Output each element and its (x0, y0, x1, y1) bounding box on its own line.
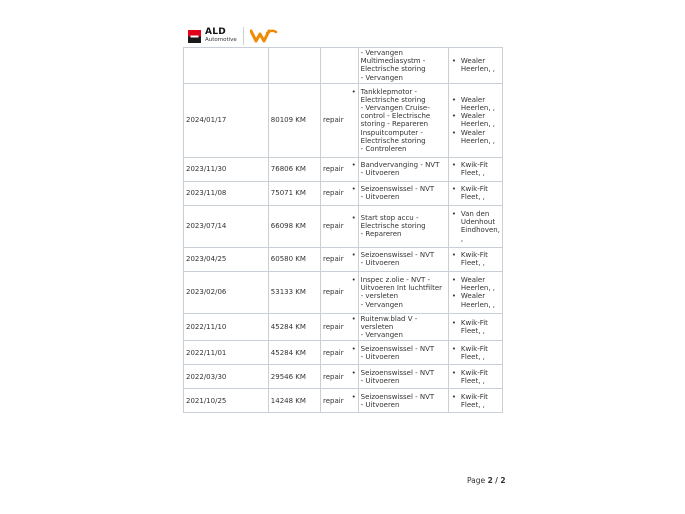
cell-mileage: 66098 KM (268, 205, 320, 247)
page-separator: / (495, 476, 498, 485)
cell-type: repair (321, 313, 359, 341)
operation-line: - Controleren (360, 144, 407, 153)
cell-mileage: 14248 KM (268, 389, 320, 413)
cell-mileage: 60580 KM (268, 247, 320, 271)
cell-operations (358, 271, 448, 313)
table-row (184, 181, 503, 205)
table-row (184, 205, 503, 247)
operation-line: - Uitvoeren (360, 376, 400, 385)
operation-line: • Seizoenswissel - NVT (361, 185, 446, 193)
brand-name: ALD (205, 27, 227, 38)
garage-item: • Kwik-Fit Fleet, , (451, 161, 500, 177)
cell-operations (358, 247, 448, 271)
operation-line: - Uitvoeren (360, 352, 400, 361)
garage-item: • Wealer Heerlen, , (451, 112, 500, 128)
cell-type: repair (321, 205, 359, 247)
cell-date (184, 48, 269, 84)
ald-automotive-logo (188, 28, 237, 44)
table-row (184, 48, 503, 84)
cell-date: 2023/07/14 (184, 205, 269, 247)
cell-date: 2024/01/17 (184, 83, 269, 157)
garage-item: • Kwik-Fit Fleet, , (451, 369, 500, 385)
cell-mileage: 76806 KM (268, 157, 320, 181)
operation-line: • Seizoenswissel - NVT (361, 251, 446, 259)
page-header (188, 26, 278, 46)
cell-date: 2023/04/25 (184, 247, 269, 271)
cell-mileage: 45284 KM (268, 313, 320, 341)
cell-garage (448, 341, 502, 365)
table-row (184, 247, 503, 271)
cell-type (321, 48, 359, 84)
cell-date: 2022/11/10 (184, 313, 269, 341)
cell-garage (448, 48, 502, 84)
operation-line: - Repareren (360, 230, 402, 239)
operation-line: • Seizoenswissel - NVT (361, 393, 446, 401)
garage-item: • Wealer Heerlen, , (451, 96, 500, 112)
operation-line: - Vervangen (360, 300, 403, 309)
cell-operations (358, 389, 448, 413)
cell-mileage: 80109 KM (268, 83, 320, 157)
cell-date: 2022/11/01 (184, 341, 269, 365)
table-row (184, 389, 503, 413)
cell-garage (448, 83, 502, 157)
operation-line: - Uitvoeren (360, 193, 400, 202)
cell-operations (358, 365, 448, 389)
garage-item: • Kwik-Fit Fleet, , (451, 393, 500, 409)
page-total: 2 (500, 476, 506, 485)
cell-type: repair (321, 83, 359, 157)
operation-line: - Uitvoeren (360, 169, 400, 178)
maintenance-history-table (183, 47, 503, 413)
garage-item: • Kwik-Fit Fleet, , (451, 345, 500, 361)
cell-mileage: 45284 KM (268, 341, 320, 365)
cell-date: 2022/03/30 (184, 365, 269, 389)
garage-item: • Kwik-Fit Fleet, , (451, 185, 500, 201)
cell-operations (358, 83, 448, 157)
cell-type: repair (321, 341, 359, 365)
cell-type: repair (321, 247, 359, 271)
cell-operations (358, 341, 448, 365)
operation-line: - Uitvoeren (360, 400, 400, 409)
brand-sub: Automotive (205, 37, 237, 44)
cell-type: repair (321, 365, 359, 389)
garage-item: • Wealer Heerlen, , (451, 129, 500, 145)
table-row (184, 157, 503, 181)
page-current: 2 (487, 476, 493, 485)
table-row (184, 83, 503, 157)
cell-garage (448, 157, 502, 181)
cell-garage (448, 365, 502, 389)
table-row (184, 365, 503, 389)
cell-date: 2023/02/06 (184, 271, 269, 313)
cell-operations (358, 48, 448, 84)
cell-garage (448, 271, 502, 313)
cell-operations (358, 205, 448, 247)
cell-garage (448, 181, 502, 205)
table-row (184, 313, 503, 341)
cell-operations (358, 157, 448, 181)
cell-date: 2021/10/25 (184, 389, 269, 413)
cell-date: 2023/11/30 (184, 157, 269, 181)
operation-line: - Vervangen Cruise-control - Electrische storing - Repareren Inspuitcomputer - Electrische storing (360, 103, 431, 145)
cell-garage (448, 205, 502, 247)
garage-item: • Kwik-Fit Fleet, , (451, 251, 500, 267)
operation-line: • Seizoenswissel - NVT (361, 345, 446, 353)
cell-mileage: 29546 KM (268, 365, 320, 389)
table-row (184, 271, 503, 313)
cell-operations (358, 181, 448, 205)
operation-line: • Tankklepmotor - Electrische storing (361, 88, 446, 104)
garage-item: • Wealer Heerlen, , (451, 292, 500, 308)
cell-operations (358, 313, 448, 341)
operation-line: - Vervangen (360, 73, 403, 82)
cell-type: repair (321, 389, 359, 413)
cell-type: repair (321, 271, 359, 313)
garage-item: • Wealer Heerlen, , (451, 276, 500, 292)
page-number: Page 2 / 2 (467, 476, 506, 485)
cell-garage (448, 389, 502, 413)
cell-mileage: 53133 KM (268, 271, 320, 313)
logo-separator (243, 27, 244, 45)
operation-line: • Bandvervanging - NVT (361, 161, 446, 169)
operation-line: • Inspec z.olie - NVT - Uitvoeren Int luchtfilter - versleten (361, 276, 446, 301)
cell-mileage (268, 48, 320, 84)
garage-item: • Van den Udenhout Eindhoven, , (451, 210, 500, 243)
operation-line: - Vervangen Multimediasystm - Electrische storing (360, 49, 426, 74)
cell-garage (448, 313, 502, 341)
cell-type: repair (321, 181, 359, 205)
operation-line: • Start stop accu - Electrische storing (361, 214, 446, 230)
cell-date: 2023/11/08 (184, 181, 269, 205)
operation-line: • Seizoenswissel - NVT (361, 369, 446, 377)
ald-square-icon (188, 30, 201, 43)
operation-line: - Uitvoeren (360, 259, 400, 268)
cell-type: repair (321, 157, 359, 181)
cell-mileage: 75071 KM (268, 181, 320, 205)
table-row (184, 341, 503, 365)
leaseplan-w-logo (250, 28, 278, 44)
garage-item: • Wealer Heerlen, , (451, 57, 500, 73)
operation-line: • Ruitenw.blad V - versleten (361, 315, 446, 331)
operation-line: - Vervangen (360, 331, 403, 340)
cell-garage (448, 247, 502, 271)
garage-item: • Kwik-Fit Fleet, , (451, 319, 500, 335)
